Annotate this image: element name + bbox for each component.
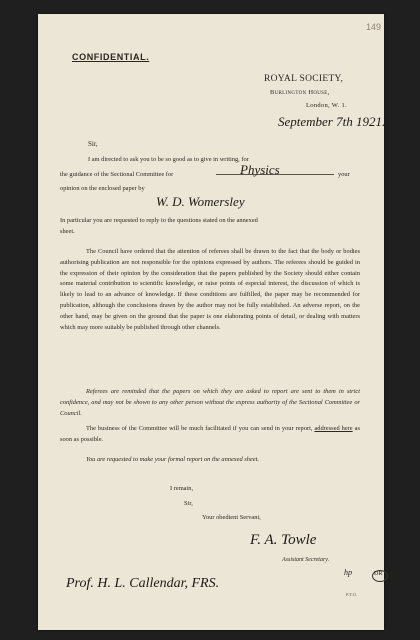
request-line-5: sheet. bbox=[60, 228, 75, 235]
closing-servant: Your obedient Servant, bbox=[202, 514, 261, 521]
handwritten-committee: Physics bbox=[240, 162, 280, 177]
request-line-1: I am directed to ask you to be so good as to give in writing, for bbox=[88, 156, 249, 163]
salutation: Sir, bbox=[88, 140, 98, 148]
handwritten-author: W. D. Womersley bbox=[156, 194, 245, 209]
letter-page bbox=[38, 14, 384, 630]
request-line-2-suffix: your bbox=[338, 171, 350, 178]
stamp-initials: DR bbox=[374, 571, 383, 577]
folio-number: 149 bbox=[366, 22, 382, 32]
business-paragraph-prefix: The business of the Committee will be much facilitated if you can send in your report, bbox=[86, 425, 313, 432]
request-line-2-prefix: the guidance of the Sectional Committee for bbox=[60, 171, 174, 178]
formal-report-note: You are requested to make your formal report on the annexed sheet. bbox=[86, 456, 259, 463]
address-line-1: Burlington House, bbox=[270, 89, 330, 96]
address-line-2: London, W. 1. bbox=[306, 102, 347, 109]
business-paragraph bbox=[60, 424, 360, 446]
request-line-3: opinion on the enclosed paper by bbox=[60, 185, 145, 192]
handwritten-date: September 7th 1921. bbox=[278, 114, 386, 129]
signatory-title: Assistant Secretary. bbox=[282, 557, 330, 563]
business-paragraph-suffix: as soon as possible. bbox=[60, 425, 360, 443]
closing-sir: Sir, bbox=[184, 500, 193, 507]
request-line-4: In particular you are requested to reply to the questions stated on the annexed bbox=[60, 217, 258, 224]
handwritten-recipient: Prof. H. L. Callendar, FRS. bbox=[66, 576, 220, 591]
business-paragraph-underlined: addressed here bbox=[314, 425, 353, 432]
closing-remain: I remain, bbox=[170, 485, 194, 492]
handwritten-initials: hp bbox=[344, 568, 352, 577]
confidentiality-paragraph: Referees are reminded that the papers on which they are asked to report are sent to them in strict confidence, and may not be shown to any other person without the express authority of the Sectional Committee or Council. bbox=[60, 388, 360, 417]
handwritten-signature: F. A. Towle bbox=[250, 532, 317, 548]
confidential-label: CONFIDENTIAL. bbox=[72, 52, 150, 62]
organisation-name: ROYAL SOCIETY, bbox=[264, 74, 344, 84]
council-paragraph: The Council have ordered that the attention of referees shall be drawn to the fact that the body or bodies authorising publication are not responsible for the opinions expressed by authors. The referees should be guided in the expression of their opinion by the consideration that the papers published by the Society should either contain some material contribution to scientific knowledge, or raise points of especial interest, the discussion of which is likely to lead to an advance of knowledge. If these conditions are fulfilled, the paper may be recommended for publication, although the conclusions drawn by the author may not be fully established. An adverse report, on the other hand, may be given on the ground that the paper is one elaborating points of detail, or dealing with matters which may more suitably be published through other channels. bbox=[60, 248, 360, 331]
pto-label: P.T.O. bbox=[346, 592, 358, 597]
